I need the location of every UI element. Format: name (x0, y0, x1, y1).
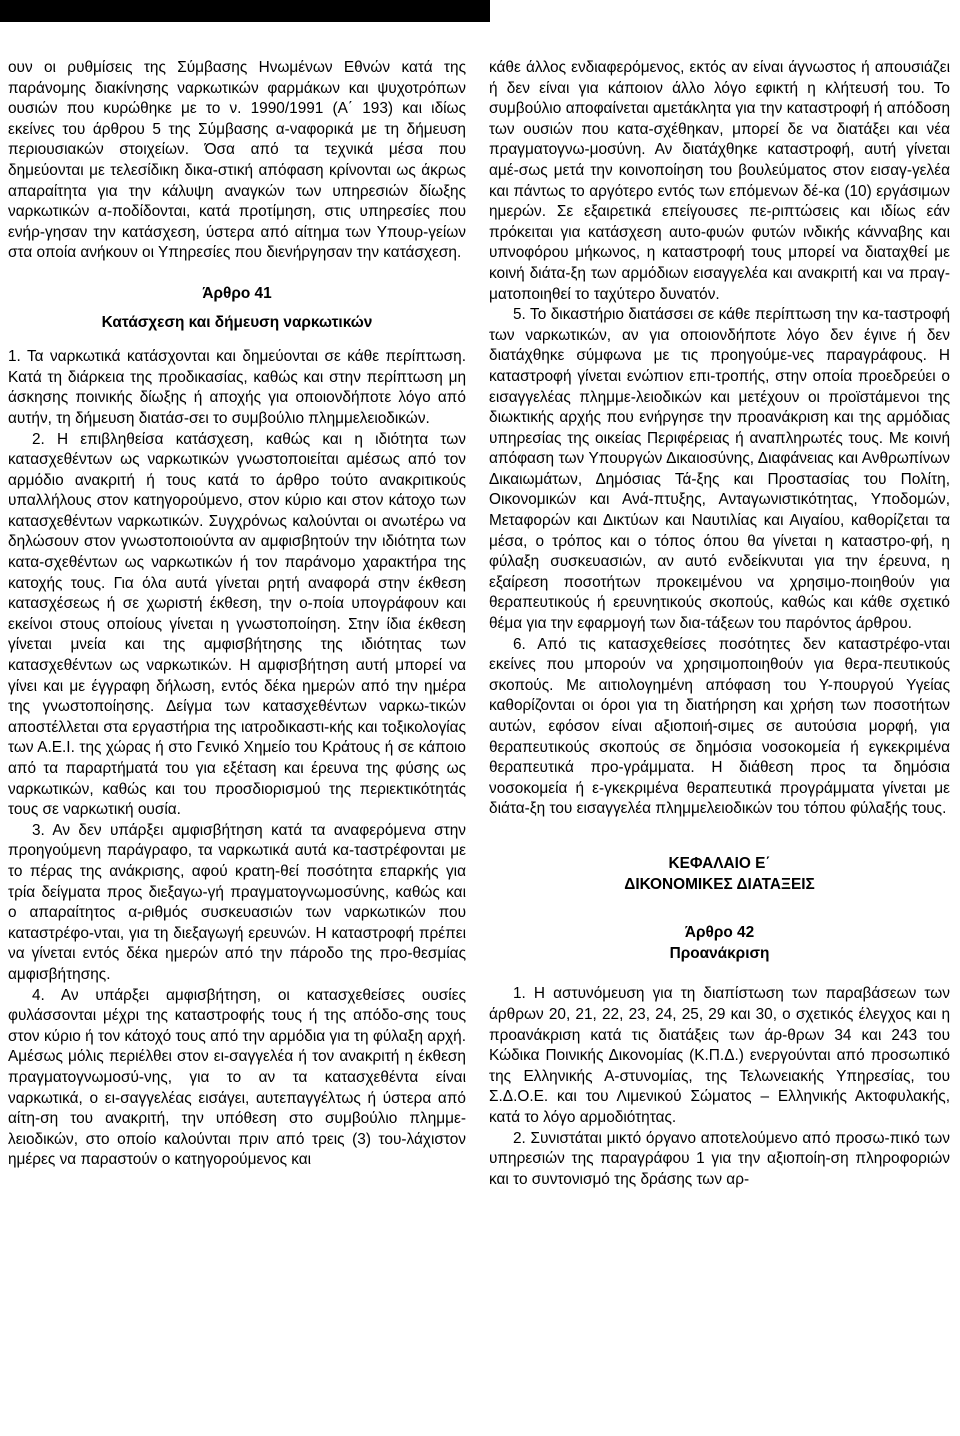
chapter-title: ΚΕΦΑΛΑΙΟ Ε΄ (668, 854, 771, 872)
paragraph-41-4-cont: κάθε άλλος ενδιαφερόμενος, εκτός αν είναι άγνωστος ή απουσιάζει ή δεν είναι για κάποιον άλλο λόγο εφικτή η κλήτευσή του. Το συμβούλιο αποφαίνεται αμετάκλητα για την καταστροφή ή απόδοση των ουσιών που κατα-σχέθηκαν, μπορεί δε να διατάξει και νέα πραγματογνω-μοσύνη. Αν διατάχθηκε καταστροφή, αυτή γίνεται αμέ-σως μετά την κοινοποίηση του βουλεύματος στον εισαγ-γελέα και πάντως το αργότερο εντός των επόμενων δέ-κα (10) εργάσιμων ημερών. Σε εξαιρετικά επείγουσες πε-ριπτώσεις και ιδίως εάν πρόκειται για κατάσχεση αυτο-φυών φυτών ινδικής κάνναβης και υπνοφόρου μήκωνος, η καταστροφή τους μπορεί να διαταχθεί με κοινή διάτα-ξη των αρμόδιων εισαγγελέα και ανακριτή και να πραγ-ματοποιηθεί το ταχύτερο δυνατόν. (489, 59, 950, 303)
paragraph-41-6: 6. Από τις κατασχεθείσες ποσότητες δεν καταστρέφο-νται εκείνες που μπορούν να χρησιμοποιηθούν για θερα-πευτικούς σκοπούς. Με αιτιολογημένη απόφαση του Υ-πουργού Υγείας καθορίζονται οι όροι για τη διατήρηση και χρήση των ποσοτήτων αυτών, εφόσον είναι αξιοποιή-σιμες σε αυτούσια μορφή, για θεραπευτικούς σκοπούς σε δημόσια νοσοκομεία ή εγκεκριμένα θεραπευτικά προ-γράμματα. Η διάθεση προς τα δημόσια νοσοκομεία ή ε-γκεκριμένα θεραπευτικά προγράμματα γίνεται με διάτα-ξη του εισαγγελέα πλημμελειοδικών του τόπου φύλαξής τους. (489, 635, 950, 818)
paragraph-41-1: 1. Τα ναρκωτικά κατάσχονται και δημεύονται σε κάθε περίπτωση. Κατά τη διάρκεια της προδικασίας, καθώς και στην περίπτωση μη άσκησης ποινικής δίωξης ή αποχής για οποιονδήποτε λόγο από αυτήν, τη δήμευση διατάσ-σει το συμβούλιο πλημμελειοδικών. (8, 348, 466, 427)
page-number-box (490, 0, 960, 44)
paragraph-42-1: 1. Η αστυνόμευση για τη διαπίστωση των παραβάσεων των άρθρων 20, 21, 22, 23, 24, 25, 29 και 30, ο σχετικός έλεγχος και η προανάκριση κατά τις διατάξεις των άρ-θρων 34 και 243 του Κώδικα Ποινικής Δικονομίας (Κ.Π.Δ.) ενεργούνται από προσωπικό της Ελληνικής Α-στυνομίας, της Τελωνειακής Υπηρεσίας, του Σ.Δ.Ο.Ε. και του Λιμενικού Σώματος – Ελληνικής Ακτοφυλακής, κατά το λόγο αρμοδιότητας. (489, 985, 950, 1126)
paragraph-intro: ουν οι ρυθμίσεις της Σύμβασης Ηνωμένων Εθνών κατά της παράνομης διακίνησης ναρκωτικών φαρμάκων και ψυχοτρόπων ουσιών που κυρώθηκε με το ν. 1990/1991 (Α΄ 193) και ιδίως εκείνες του άρθρου 5 της Σύμβασης α-ναφορικά με τη δήμευση περιουσιακών στοιχείων. Όσα από τα τεχνικά μέσα που δημεύονται με τελεσίδικη δικα-στική απόφαση κρίνονται ως άκρως απαραίτητα για την κάλυψη αναγκών των υπηρεσιών δίωξης ναρκωτικών α-ποδίδονται, κατά προτίμηση, στις υπηρεσίες που ενήρ-γησαν την κατάσχεση, ύστερα από αίτημα των Υπουρ-γείων στα οποία ανήκουν οι Υπηρεσίες που διενήργησαν την κατάσχεση. (8, 59, 466, 262)
paragraph-41-2: 2. Η επιβληθείσα κατάσχεση, καθώς και η ιδιότητα των κατασχεθέντων ως ναρκωτικών γνωστοποιείται αμέσως από τον αρμόδιο ανακριτή ή τους κατά το άρθρο τούτο ανακριτικούς υπαλλήλους στον κατηγορούμενο, στον κύριο και στον κάτοχο των κατασχεθέντων ναρκωτικών. Συγχρόνως καλούνται οι ανωτέρω να δηλώσουν στον γνωστοποιούντα αν αμφισβητούν την ιδιότητα των κατα-σχεθέντων ως ναρκωτικών ή τον παράνομο χαρακτήρα της κατοχής τους. Για όλα αυτά γίνεται ρητή αναφορά στην έκθεση κατασχέσεως ή σε χωριστή έκθεση, την ο-ποία υπογράφουν και εκείνοι στους οποίους γίνεται η γνωστοποίηση. Στην ίδια έκθεση γίνεται μνεία και της αμφισβήτησης της ιδιότητας των κατασχεθέντων ως ναρκωτικών. Η αμφισβήτηση αυτή μπορεί να γίνει και με έγγραφη δήλωση, εντός δέκα ημερών από την ημέρα της γνωστοποίησης. Δείγμα των κατασχεθέντων ναρκω-τικών αποστέλλεται στα εργαστήρια της ιατροδικαστι-κής και τοξικολογίας των Α.Ε.Ι. της χώρας ή στο Γενικό Χημείο του Κράτους ή σε κάποιο από τα παραρτήματά του για εξέταση και έρευνα της φύσης ως ναρκωτικών, καθώς και του προσδιορισμού της περιεκτικότητάς τους σε ναρκωτική ουσία. (8, 430, 466, 819)
left-column (8, 58, 466, 1171)
right-column (489, 58, 950, 1190)
article-41-subtitle: Κατάσχεση και δήμευση ναρκωτικών (101, 313, 373, 331)
paragraph-41-4: 4. Αν υπάρξει αμφισβήτηση, οι κατασχεθείσες ουσίες φυλάσσονται μέχρι της καταστροφής τους ή της απόδο-σης τους στον κύριο ή τον κάτοχό τους από την αρμόδια για τη φύλαξη αρχή. Αμέσως μόλις περιέλθει στον ει-σαγγελέα ή τον ανακριτή η έκθεση πραγματογνωμοσύ-νης, για το αν τα κατασχεθέντα είναι ναρκωτικά, ο ει-σαγγελέας εισάγει, αυτεπαγγέλτως ή ύστερα από αίτη-ση του ανακριτή, την υπόθεση στο συμβούλιο πλημμε-λειοδικών, στο οποίο καλούνται πριν από τρεις (3) του-λάχιστον ημέρες να παραστούν ο κατηγορούμενος και (8, 986, 466, 1169)
article-42-title: Άρθρο 42 (684, 924, 755, 942)
article-41-title: Άρθρο 41 (202, 284, 272, 302)
paragraph-41-3: 3. Αν δεν υπάρξει αμφισβήτηση κατά τα αναφερόμενα στην προηγούμενη παράγραφο, τα ναρκωτικά αυτά κα-ταστρέφονται με το πέρας της ανάκρισης, αφού κρατη-θεί ποσότητα επαρκής για τρία δείγματα προς διεξαγω-γή πραγματογνωμοσύνης, καθώς και ο απαραίτητος α-ριθμός συσκευασιών των ναρκωτικών που καταστρέφο-νται, για τη διεξαγωγή ερευνών. Η καταστροφή πρέπει να γίνεται εντός δέκα ημερών από την πάροδο της προ-θεσμίας αμφισβήτησης. (8, 821, 466, 983)
article-42-subtitle: Προανάκριση (669, 944, 770, 962)
paragraph-42-2: 2. Συνιστάται μικτό όργανο αποτελούμενο από προσω-πικό των υπηρεσιών της παραγράφου 1 για την αξιοποίη-ση πληροφοριών και το συντονισμό της δράσης των αρ- (489, 1129, 950, 1188)
chapter-subtitle: ΔΙΚΟΝΟΜΙΚΕΣ ΔΙΑΤΑΞΕΙΣ (624, 875, 815, 893)
page-number: 13 (470, 2, 491, 22)
paragraph-41-5: 5. Το δικαστήριο διατάσσει σε κάθε περίπτωση την κα-ταστροφή των ναρκωτικών, αν για οποιονδήποτε λόγο δεν έγινε ή δεν διατάχθηκε σύμφωνα με τις προηγούμε-νες παραγράφους. Η καταστροφή γίνεται ενώπιον επι-τροπής, στην οποία προεδρεύει ο εισαγγελέας πλημμε-λειοδικών και μετέχουν οι προϊστάμενοι της διωκτικής αρχής που ενήργησε την προανάκριση και της αρμόδιας υπηρεσίας της οικείας Περιφέρειας ή αναπληρωτές τους. Με κοινή απόφαση των Υπουργών Δικαιοσύνης, Διαφάνειας και Ανθρωπίνων Δικαιωμάτων, Δημόσιας Τά-ξης και Προστασίας του Πολίτη, Οικονομικών και Ανά-πτυξης, Ανταγωνιστικότητας, Υποδομών, Μεταφορών και Δικτύων και Ναυτιλίας και Αιγαίου, καθορίζεται τα μέσα, ο τρόπος και ο τόπος όπου θα γίνεται η καταστρο-φή, η φύλαξη συσκευασιών, αν αυτό ενδείκνυται για την έρευνα, η εξαίρεση ποσοτήτων προκειμένου να χρησιμο-ποιηθούν για θεραπευτικούς ή ερευνητικούς σκοπούς, καθώς και κάθε σχετικό θέμα για την εφαρμογή των δια-τάξεων του παρόντος άρθρου. (489, 306, 950, 633)
